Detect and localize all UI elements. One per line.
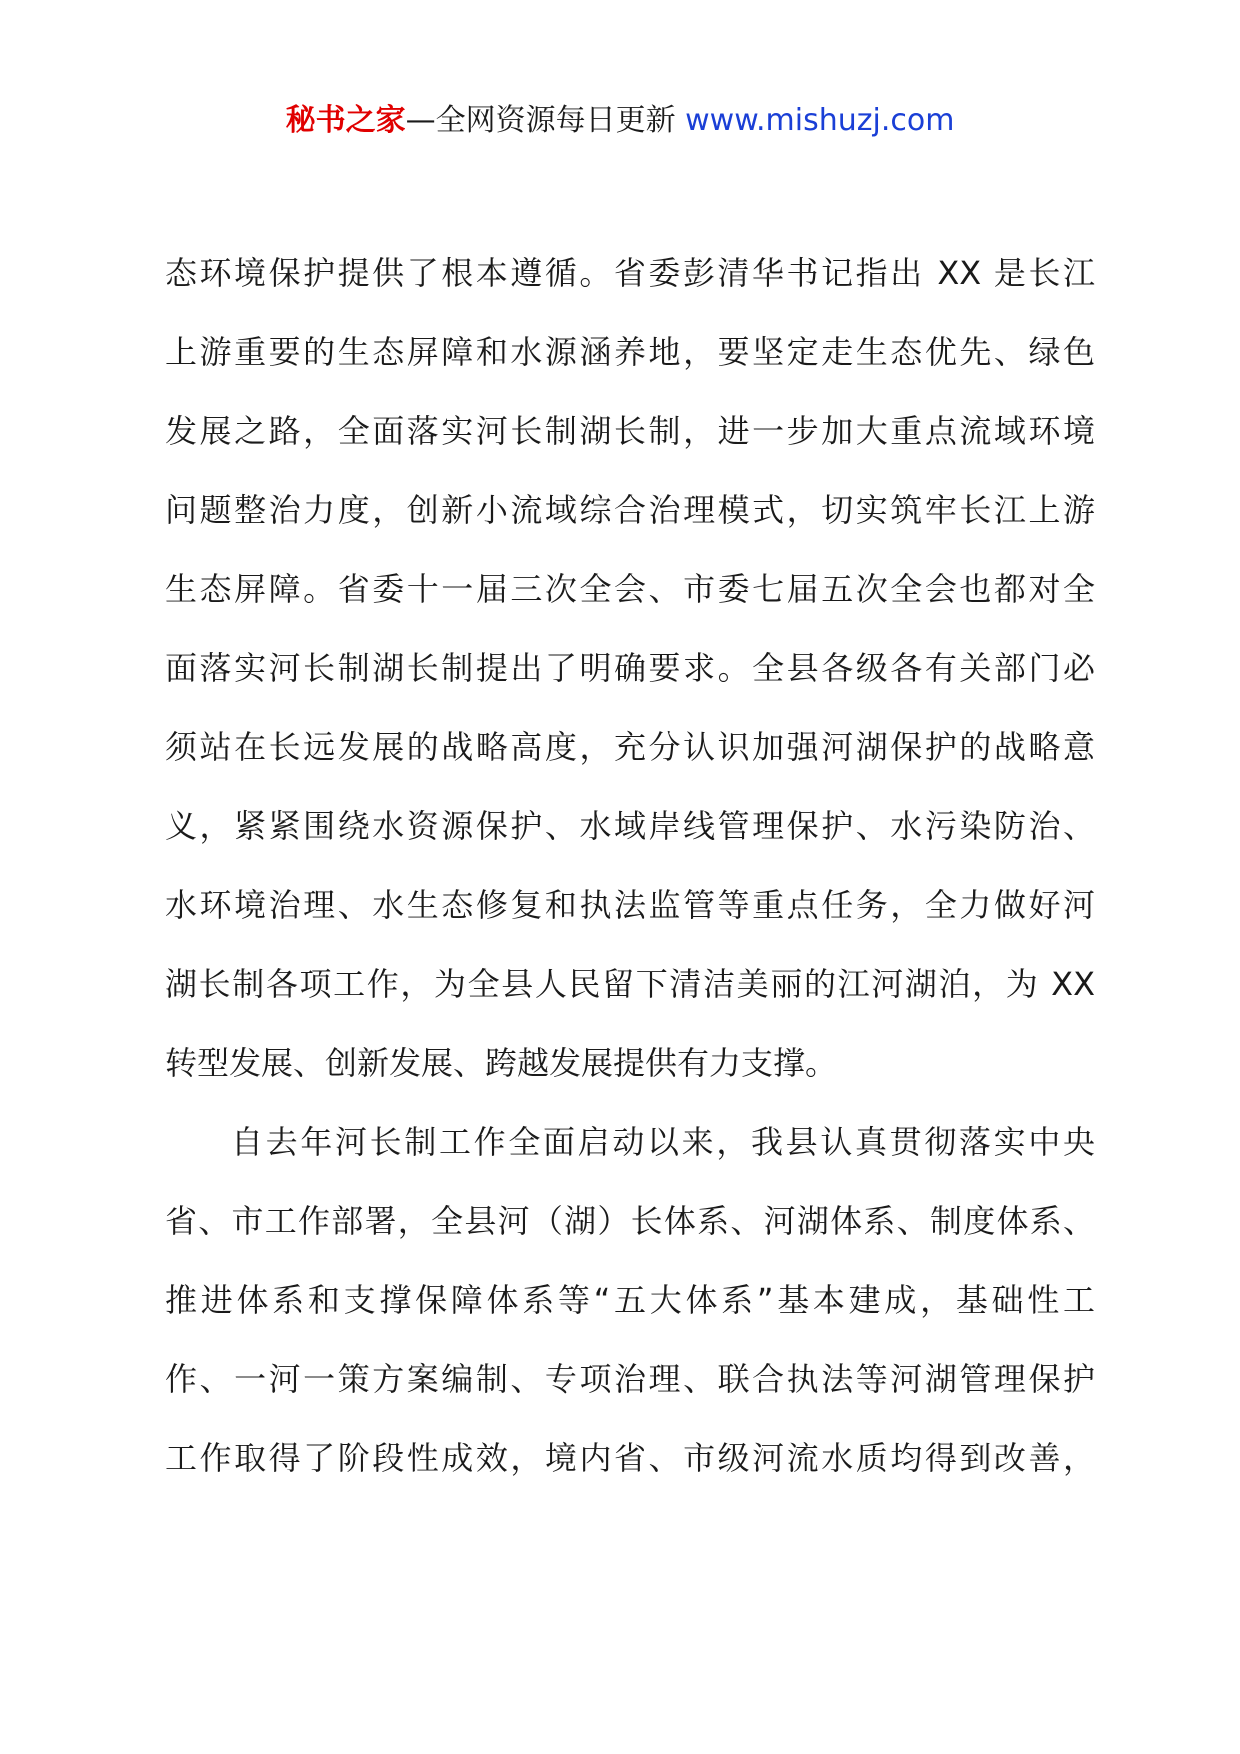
text-line: 态环境保护提供了根本遵循。省委彭清华书记指出 XX 是长江 [165, 254, 1095, 292]
paragraph-start-line: 自去年河长制工作全面启动以来，我县认真贯彻落实中央 [231, 1123, 1095, 1161]
header-brand: 秘书之家 [285, 103, 406, 138]
text-line: 须站在长远发展的战略高度，充分认识加强河湖保护的战略意 [165, 728, 1095, 766]
text-line: 发展之路，全面落实河长制湖长制，进一步加大重点流域环境 [165, 412, 1095, 450]
text-line: 面落实河长制湖长制提出了明确要求。全县各级各有关部门必 [165, 649, 1095, 687]
text-line: 省、市工作部署，全县河（湖）长体系、河湖体系、制度体系、 [165, 1202, 1095, 1240]
page-header [0, 98, 1240, 144]
text-line: 问题整治力度，创新小流域综合治理模式，切实筑牢长江上游 [165, 491, 1095, 529]
header-url-link[interactable]: www.mishuzj.com [685, 103, 955, 138]
text-line: 水环境治理、水生态修复和执法监管等重点任务，全力做好河 [165, 886, 1095, 924]
text-line: 工作取得了阶段性成效，境内省、市级河流水质均得到改善， [165, 1439, 1095, 1477]
text-line: 上游重要的生态屏障和水源涵养地，要坚定走生态优先、绿色 [165, 333, 1095, 371]
text-line: 义，紧紧围绕水资源保护、水域岸线管理保护、水污染防治、 [165, 807, 1095, 845]
document-body [165, 234, 1095, 1498]
text-line: 作、一河一策方案编制、专项治理、联合执法等河湖管理保护 [165, 1360, 1095, 1398]
text-line: 推进体系和支撑保障体系等“五大体系”基本建成，基础性工 [165, 1281, 1095, 1319]
text-line: 生态屏障。省委十一届三次全会、市委七届五次全会也都对全 [165, 570, 1095, 608]
header-tagline: —全网资源每日更新 [405, 103, 676, 138]
text-line: 湖长制各项工作，为全县人民留下清洁美丽的江河湖泊，为 XX [165, 965, 1095, 1003]
paragraph-end-line: 转型发展、创新发展、跨越发展提供有力支撑。 [165, 1044, 838, 1082]
